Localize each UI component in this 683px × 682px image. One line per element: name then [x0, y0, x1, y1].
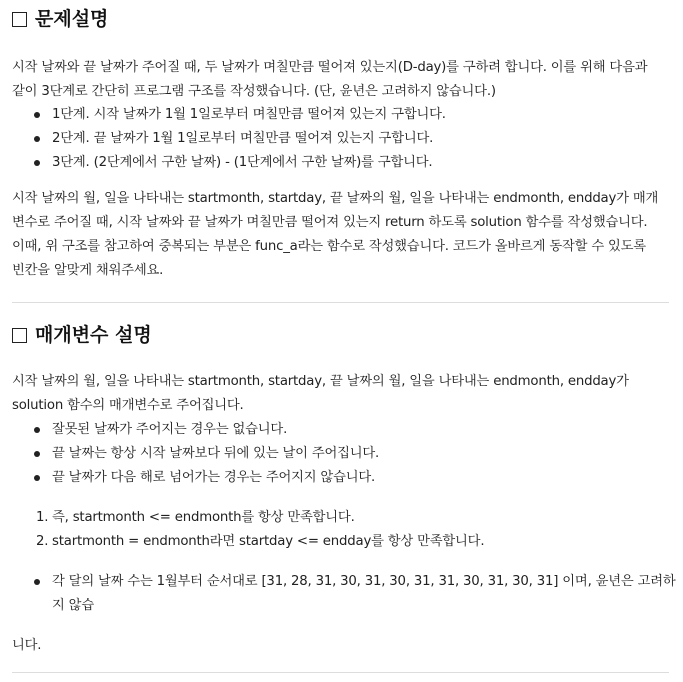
- section-title-problem: 문제설명: [12, 7, 108, 31]
- section-divider: [12, 672, 669, 673]
- bullet-dot-icon: [34, 475, 40, 481]
- problem-intro-paragraph: 시작 날짜와 끝 날짜가 주어질 때, 두 날짜가 며칠만큼 떨어져 있는지(D-day)를 구하려 합니다. 이를 위해 다음과 같이 3단계로 간단히 프로그램 구조를 작성했습니다. (단, 윤년은 고려하지 않습니다.): [12, 60, 648, 99]
- list-item: 각 달의 날짜 수는 1월부터 순서대로 [31, 28, 31, 30, 31, 30, 31, 31, 30, 31, 30, 31] 이며, 윤년은 고려하 지 않습: [12, 570, 676, 618]
- days-list: [12, 570, 676, 618]
- bullet-dot-icon: [34, 451, 40, 457]
- steps-list: [12, 103, 446, 175]
- list-item: 2. startmonth = endmonth라면 startday <= endday를 항상 만족합니다.: [36, 534, 485, 549]
- constraints-list: [12, 418, 379, 490]
- section-divider: [12, 302, 669, 303]
- parameters-paragraph: 시작 날짜의 월, 일을 나타내는 startmonth, startday, 끝 날짜의 월, 일을 나타내는 endmonth, endday가 solution 함수의 매개변수로 주어집니다.: [12, 374, 629, 413]
- list-item: 2단계. 끝 날짜가 1월 1일로부터 며칠만큼 떨어져 있는지 구합니다.: [12, 127, 446, 151]
- ordered-list: [12, 506, 484, 554]
- bullet-dot-icon: [34, 112, 40, 118]
- list-item: 끝 날짜는 항상 시작 날짜보다 뒤에 있는 날이 주어집니다.: [12, 442, 379, 466]
- bullet-dot-icon: [34, 427, 40, 433]
- section-title-parameters: 매개변수 설명: [12, 323, 152, 347]
- problem-detail-paragraph: 시작 날짜의 월, 일을 나타내는 startmonth, startday, 끝 날짜의 월, 일을 나타내는 endmonth, endday가 매개 변수로 주어질 때, 시작 날짜와 끝 날짜가 며칠만큼 떨어져 있는지 return 하도록 solution 함수를 작성했습니다. 이때, 위 구조를 참고하여 중복되는 부분은 func_a라는 함수로 작성했습니다. 코드가 올바르게 동작할 수 있도록 빈칸을 알맞게 채워주세요.: [12, 191, 659, 278]
- checkbox-square-icon: [12, 328, 27, 343]
- list-item: 1단계. 시작 날짜가 1월 1일로부터 며칠만큼 떨어져 있는지 구합니다.: [12, 103, 446, 127]
- bullet-dot-icon: [34, 136, 40, 142]
- checkbox-square-icon: [12, 12, 27, 27]
- bullet-dot-icon: [34, 160, 40, 166]
- bullet-dot-icon: [34, 579, 40, 585]
- list-item: 끝 날짜가 다음 해로 넘어가는 경우는 주어지지 않습니다.: [12, 466, 379, 490]
- list-item: 3단계. (2단계에서 구한 날짜) - (1단계에서 구한 날짜)를 구합니다.: [12, 151, 446, 175]
- list-item: 1. 즉, startmonth <= endmonth를 항상 만족합니다.: [36, 510, 355, 525]
- trailing-text: 니다.: [12, 638, 42, 653]
- list-item: 잘못된 날짜가 주어지는 경우는 없습니다.: [12, 418, 379, 442]
